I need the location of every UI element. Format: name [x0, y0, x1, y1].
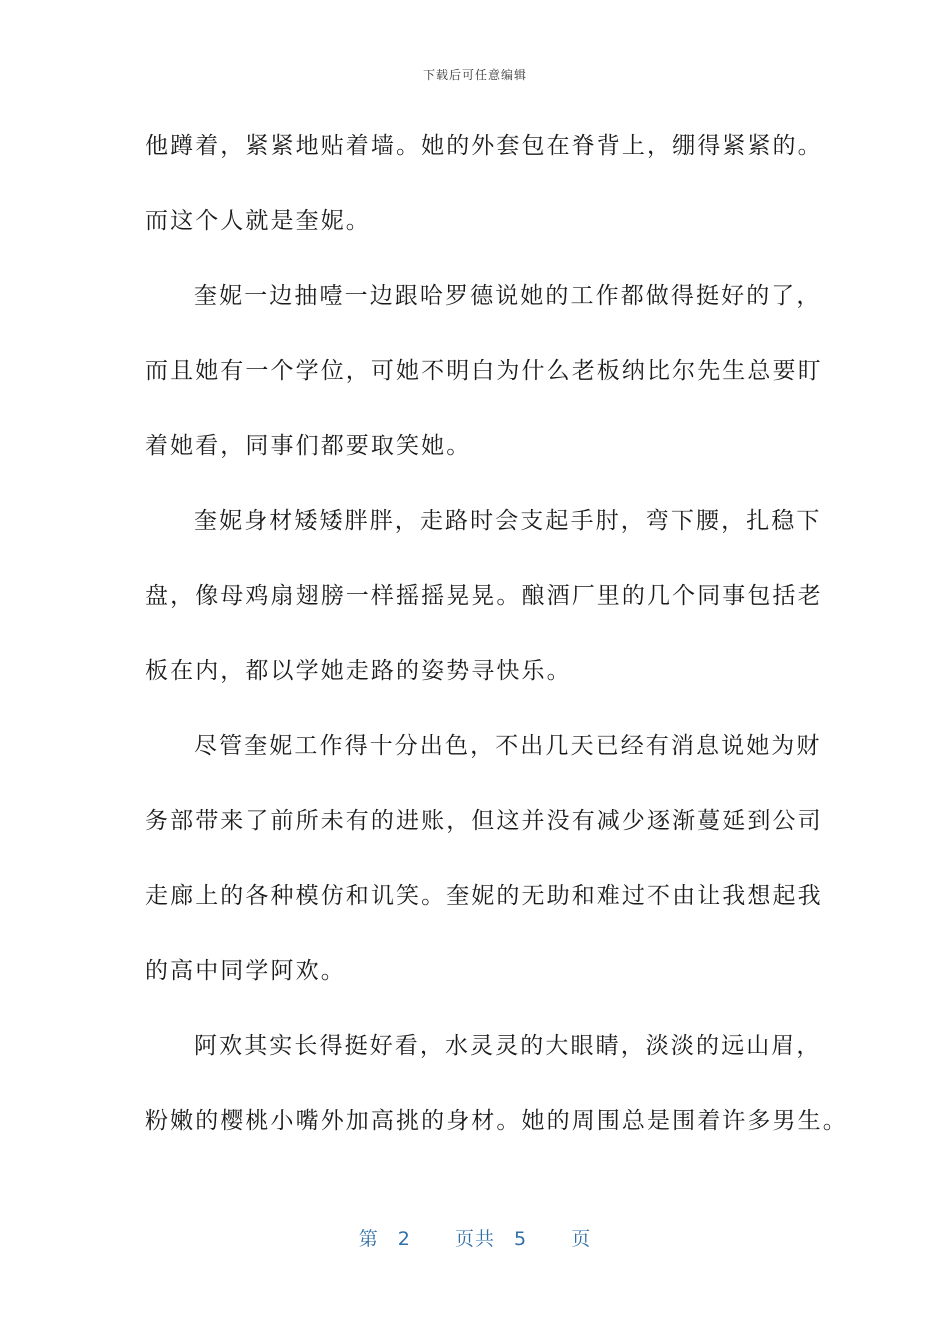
text-line: 粉嫩的樱桃小嘴外加高挑的身材。她的周围总是围着许多男生。	[145, 1108, 848, 1134]
text-line: 板在内，都以学她走路的姿势寻快乐。	[145, 658, 572, 684]
text-line: 而且她有一个学位，可她不明白为什么老板纳比尔先生总要盯	[145, 358, 823, 384]
text-line: 着她看，同事们都要取笑她。	[145, 433, 472, 459]
document-body	[145, 116, 848, 1166]
text-line: 盘，像母鸡扇翅膀一样摇摇晃晃。酿酒厂里的几个同事包括老	[145, 583, 823, 609]
text-line: 奎妮一边抽噎一边跟哈罗德说她的工作都做得挺好的了，	[194, 283, 822, 309]
footer-prefix: 第	[358, 1228, 379, 1250]
text-line: 走廊上的各种模仿和讥笑。奎妮的无助和难过不由让我想起我	[145, 883, 823, 909]
text-line: 的高中同学阿欢。	[145, 958, 346, 984]
text-line: 务部带来了前所未有的进账，但这并没有减少逐渐蔓延到公司	[145, 808, 823, 834]
footer-suffix: 页	[571, 1228, 592, 1250]
text-line: 阿欢其实长得挺好看，水灵灵的大眼睛，淡淡的远山眉，	[194, 1033, 822, 1059]
text-line: 他蹲着，紧紧地贴着墙。她的外套包在脊背上，绷得紧紧的。	[145, 133, 823, 159]
footer-middle: 页共	[454, 1228, 495, 1250]
text-line: 尽管奎妮工作得十分出色，不出几天已经有消息说她为财	[194, 733, 822, 759]
text-line: 而这个人就是奎妮。	[145, 208, 371, 234]
page-header: 下载后可任意编辑	[422, 68, 527, 82]
page-footer	[0, 1224, 950, 1251]
footer-page-number: 2	[397, 1228, 411, 1250]
footer-total-pages: 5	[514, 1228, 528, 1250]
text-line: 奎妮身材矮矮胖胖，走路时会支起手肘，弯下腰，扎稳下	[194, 508, 822, 534]
